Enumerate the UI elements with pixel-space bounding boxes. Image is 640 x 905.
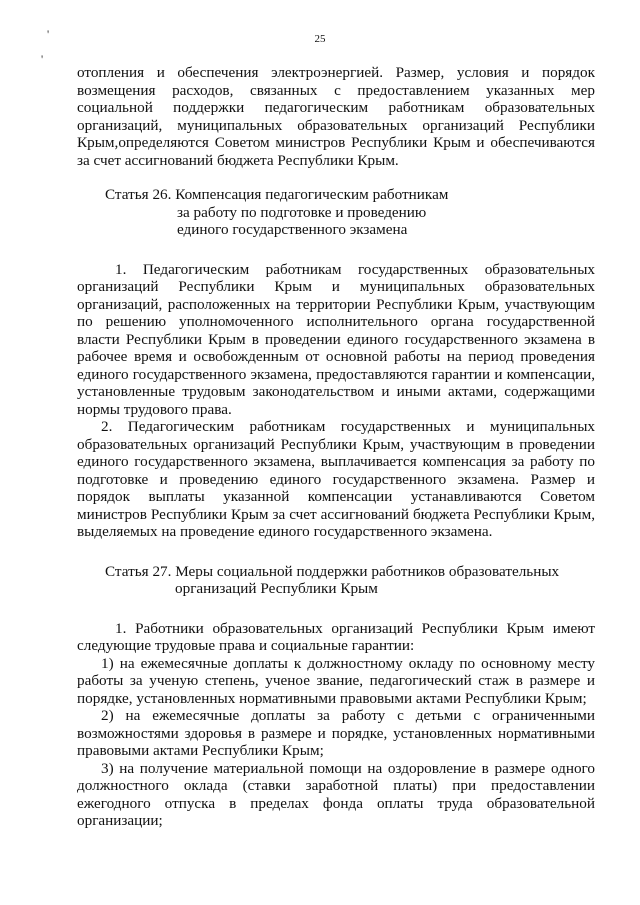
article-26-title-line: Статья 26. Компенсация педагогическим работникам [105,186,449,203]
article-26-paragraph-1: 1. Педагогическим работникам государственных образовательных организаций Республики Крым и муниципальных образовательных организаций, расположенных на территории Республики Крым, участвующим по решению уполномоченного исполнительного органа государственной власти Республики Крым в проведении единого государственного экзамена в рабочее время и освобожденным от основной работы на период проведения единого государственного экзамена, предоставляются гарантии и компенсации, установленные трудовым законодательством и иными актами, содержащими нормы трудового права. [77,260,595,418]
page-number: 25 [314,33,326,45]
article-26-title-line: единого государственного экзамена [177,221,408,238]
margin-mark: ' [47,27,50,41]
article-27-title [77,563,595,598]
article-27-list-item-1: 1) на ежемесячные доплаты к должностному окладу по основному месту работы за ученую степень, ученое звание, педагогический стаж в размере и порядке, установленных нормативными правовыми актами Республики Крым; [77,654,595,707]
article-27-title-line: Статья 27. Меры социальной поддержки работников образовательных [105,562,560,580]
document-body [77,64,595,830]
article-26-title [77,186,595,239]
article-27-list-item-2: 2) на ежемесячные доплаты за работу с детьми с ограниченными возможностями здоровья в размере и порядке, установленных нормативными правовыми актами Республики Крым; [77,707,595,759]
article-26-title-line: за работу по подготовке и проведению [177,203,427,221]
article-27-title-line: организаций Республики Крым [175,580,378,597]
intro-paragraph: отопления и обеспечения электроэнергией. Размер, условия и порядок возмещения расходов, связанных с предоставлением указанных мер социальной поддержки педагогическим работникам образовательных организаций, муниципальных образовательных организаций Республики Крым,определяются Советом министров Республики Крым и обеспечиваются за счет ассигнований бюджета Республики Крым. [77,64,595,169]
margin-mark: ' [41,52,44,66]
article-27-paragraph-1: 1. Работники образовательных организаций Республики Крым имеют следующие трудовые права и социальные гарантии: [77,619,595,654]
article-26-paragraph-2: 2. Педагогическим работникам государственных и муниципальных образовательных организаций Республики Крым, участвующим в проведении единого государственного экзамена, выплачивается компенсация за работу по подготовке и проведению единого государственного экзамена. Размер и порядок выплаты указанной компенсации устанавливаются Советом министров Республики Крым за счет ассигнований бюджета Республики Крым, выделяемых на проведение единого государственного экзамена. [77,418,595,540]
article-27-list-item-3: 3) на получение материальной помощи на оздоровление в размере одного должностного оклада (ставки заработной платы) при предоставлении ежегодного отпуска в пределах фонда оплаты труда образовательной организации; [77,759,595,829]
